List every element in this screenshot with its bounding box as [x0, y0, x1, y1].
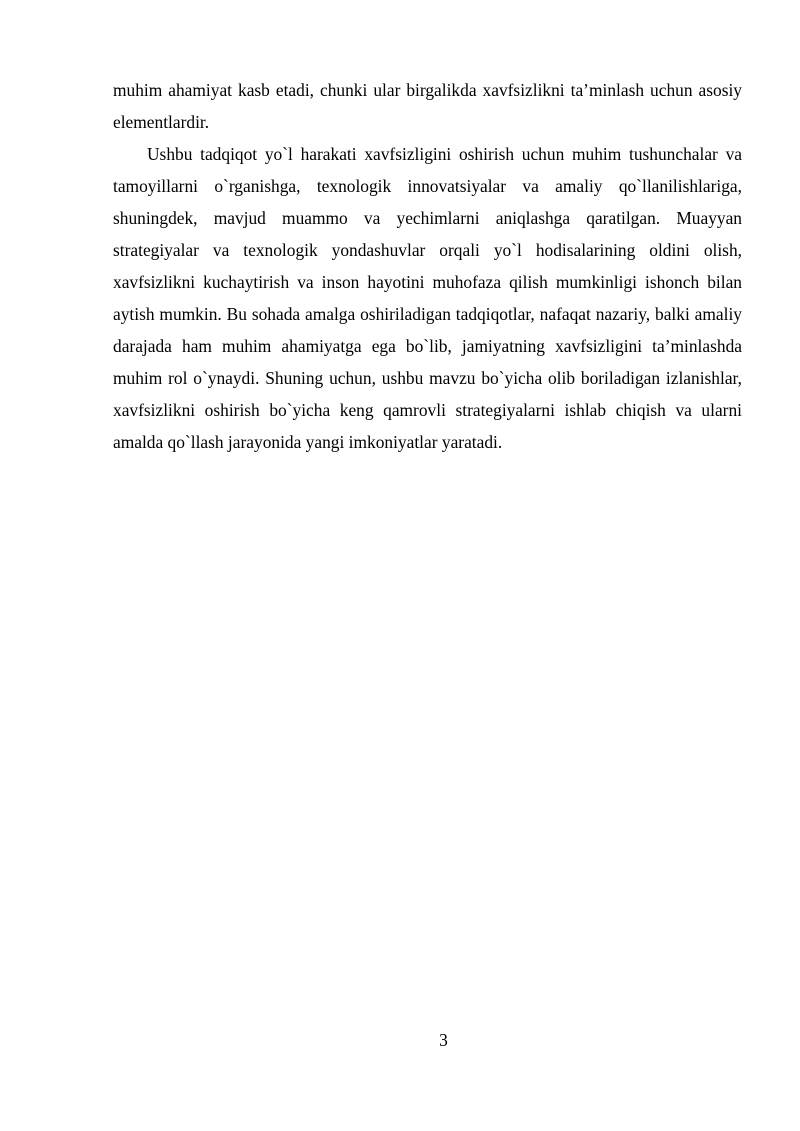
body-text [113, 74, 742, 458]
page-number: 3 [439, 1030, 448, 1050]
paragraph-main: Ushbu tadqiqot yo`l harakati xavfsizligini oshirish uchun muhim tushunchalar va tamoyillarni o`rganishga, texnologik innovatsiyalar va amaliy qo`llanilishlariga, shuningdek, mavjud muammo va yechimlarni aniqlashga qaratilgan. Muayyan strategiyalar va texnologik yondashuvlar orqali yo`l hodisalarining oldini olish, xavfsizlikni kuchaytirish va inson hayotini muhofaza qilish mumkinligi ishonch bilan aytish mumkin. Bu sohada amalga oshiriladigan tadqiqotlar, nafaqat nazariy, balki amaliy darajada ham muhim ahamiyatga ega bo`lib, jamiyatning xavfsizligini ta’minlashda muhim rol o`ynaydi. Shuning uchun, ushbu mavzu bo`yicha olib boriladigan izlanishlar, xavfsizlikni oshirish bo`yicha keng qamrovli strategiyalarni ishlab chiqish va ularni amalda qo`llash jarayonida yangi imkoniyatlar yaratadi. [113, 144, 742, 452]
paragraph-continuation: muhim ahamiyat kasb etadi, chunki ular birgalikda xavfsizlikni ta’minlash uchun asosiy elementlardir. [113, 80, 742, 132]
